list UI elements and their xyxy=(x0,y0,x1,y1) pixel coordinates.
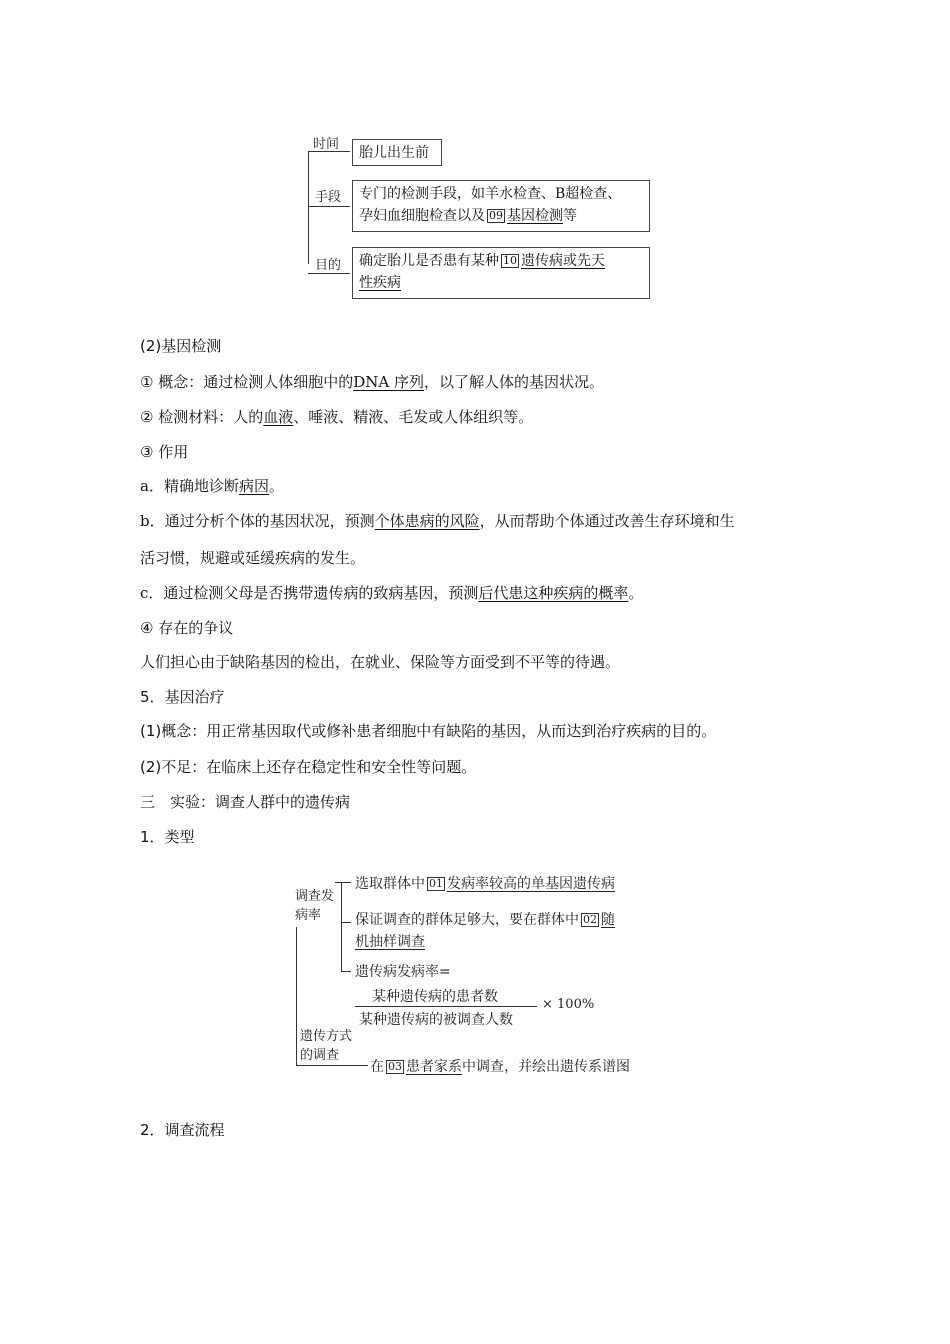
connector-mode xyxy=(296,1065,368,1066)
box-purpose xyxy=(352,247,650,299)
label-purpose: 目的 xyxy=(315,258,342,273)
effect-c xyxy=(140,583,643,603)
item1-text: 选取群体中 xyxy=(355,876,425,892)
flow-title: 2．调查流程 xyxy=(140,1121,225,1139)
effect-a-answer: 病因 xyxy=(238,477,269,495)
connector-item2 xyxy=(341,922,351,923)
box-means-line1: 专门的检测手段，如羊水检查、B超检查、 xyxy=(359,186,622,202)
box-means-line2 xyxy=(359,205,643,227)
therapy-deficit-label: (2)不足： xyxy=(140,758,207,776)
material-answer: 血液 xyxy=(263,408,294,426)
item4-text-2: 中调查，并绘出遗传系谱图 xyxy=(462,1059,630,1075)
concept-text-a: 通过检测人体细胞中的 xyxy=(203,373,354,391)
effect-b-line2: 活习惯，规避或延缓疾病的发生。 xyxy=(140,549,366,567)
concept-label: ① 概念： xyxy=(140,373,204,391)
box-purpose-answer-2: 性疾病 xyxy=(359,275,401,291)
item2-line2 xyxy=(355,931,615,953)
connector-item1 xyxy=(335,882,351,883)
connector-purpose xyxy=(308,273,350,274)
material-text-a: 人的 xyxy=(233,408,264,426)
section-gene-therapy-title: 5．基因治疗 xyxy=(140,688,225,706)
inner-bracket xyxy=(341,882,342,971)
box-means xyxy=(352,180,650,232)
label-mode-2: 的调查 xyxy=(300,1048,340,1063)
dispute-text: 人们担心由于缺陷基因的检出，在就业、保险等方面受到不平等的待遇。 xyxy=(140,653,621,671)
section-gene-testing-title: (2)基因检测 xyxy=(140,337,222,355)
box-means-text: 孕妇血细胞检查以及 xyxy=(359,208,485,224)
gene-testing-material xyxy=(140,407,533,427)
item2-answer-1: 随 xyxy=(601,912,615,928)
effect-a xyxy=(140,476,284,496)
item2-line1 xyxy=(355,909,615,931)
effect-b-text-2: ，从而帮助个体通过改善生存环境和生 xyxy=(479,512,735,530)
gene-testing-concept xyxy=(140,372,604,392)
blank-number-09: 09 xyxy=(489,209,503,222)
effect-c-answer: 后代患这种疾病的概率 xyxy=(478,584,629,602)
effect-a-text: a．精确地诊断 xyxy=(140,477,239,495)
survey-item-3: 遗传病发病率= xyxy=(355,964,451,980)
connector-item3 xyxy=(341,971,351,972)
label-survey-rate-1: 调查发 xyxy=(295,889,335,904)
material-label: ② 检测材料： xyxy=(140,408,234,426)
survey-item-1 xyxy=(355,873,615,893)
therapy-concept-label: (1)概念： xyxy=(140,722,207,740)
item4-answer: 患者家系 xyxy=(406,1059,462,1075)
survey-item-2 xyxy=(355,909,615,953)
therapy-deficit-text: 在临床上还存在稳定性和安全性等问题。 xyxy=(206,758,477,776)
box-purpose-text: 确定胎儿是否患有某种 xyxy=(359,253,499,269)
effect-a-end: 。 xyxy=(268,477,284,495)
box-means-answer: 基因检测 xyxy=(507,208,563,224)
effect-b-text: b．通过分析个体的基因状况，预测 xyxy=(140,512,375,530)
label-means: 手段 xyxy=(315,190,342,205)
blank-number-01: 01 xyxy=(429,877,443,890)
section-experiment-title: 三 实验：调查人群中的遗传病 xyxy=(140,793,351,811)
box-purpose-answer-1: 遗传病或先天 xyxy=(521,253,605,269)
diagram1-bracket xyxy=(308,151,309,264)
label-mode-1: 遗传方式 xyxy=(300,1029,353,1044)
item2-text: 保证调查的群体足够大，要在群体中 xyxy=(355,912,579,928)
effect-c-end: 。 xyxy=(628,584,644,602)
effect-c-text: c．通过检测父母是否携带遗传病的致病基因，预测 xyxy=(140,584,479,602)
dispute-label: ④ 存在的争议 xyxy=(140,619,234,637)
label-survey-rate xyxy=(295,887,334,925)
blank-number-02: 02 xyxy=(583,913,597,926)
outer-bracket xyxy=(296,927,297,1065)
effect-b-answer: 个体患病的风险 xyxy=(374,512,480,530)
item1-answer: 发病率较高的单基因遗传病 xyxy=(447,876,615,892)
blank-number-03: 03 xyxy=(388,1060,402,1073)
connector-means xyxy=(308,206,350,207)
effect-label: ③ 作用 xyxy=(140,443,189,461)
item4-text: 在 xyxy=(370,1059,384,1075)
concept-answer: DNA 序列 xyxy=(353,373,424,391)
box-purpose-line1 xyxy=(359,250,643,272)
blank-number-10: 10 xyxy=(503,254,517,267)
concept-text-b: ，以了解人体的基因状况。 xyxy=(424,373,605,391)
fraction-numerator: 某种遗传病的患者数 xyxy=(372,989,498,1005)
label-survey-rate-2: 病率 xyxy=(295,908,322,923)
item2-answer-2: 机抽样调查 xyxy=(355,934,425,950)
gene-therapy-deficit xyxy=(140,757,476,777)
box-time-text: 胎儿出生前 xyxy=(359,145,429,161)
label-time: 时间 xyxy=(313,137,340,152)
fraction-bar xyxy=(355,1006,537,1007)
survey-item-4 xyxy=(370,1056,630,1076)
type-title: 1．类型 xyxy=(140,828,195,846)
box-purpose-line2 xyxy=(359,272,643,294)
therapy-concept-text: 用正常基因取代或修补患者细胞中有缺陷的基因，从而达到治疗疾病的目的。 xyxy=(206,722,717,740)
material-text-b: 、唾液、精液、毛发或人体组织等。 xyxy=(293,408,534,426)
fraction-denominator: 某种遗传病的被调查人数 xyxy=(359,1012,513,1028)
gene-therapy-concept xyxy=(140,721,716,741)
effect-b xyxy=(140,511,735,531)
label-inheritance-mode xyxy=(300,1027,352,1065)
box-time xyxy=(352,139,442,166)
fraction-times: × 100% xyxy=(542,997,595,1012)
box-means-suffix: 等 xyxy=(563,208,577,224)
